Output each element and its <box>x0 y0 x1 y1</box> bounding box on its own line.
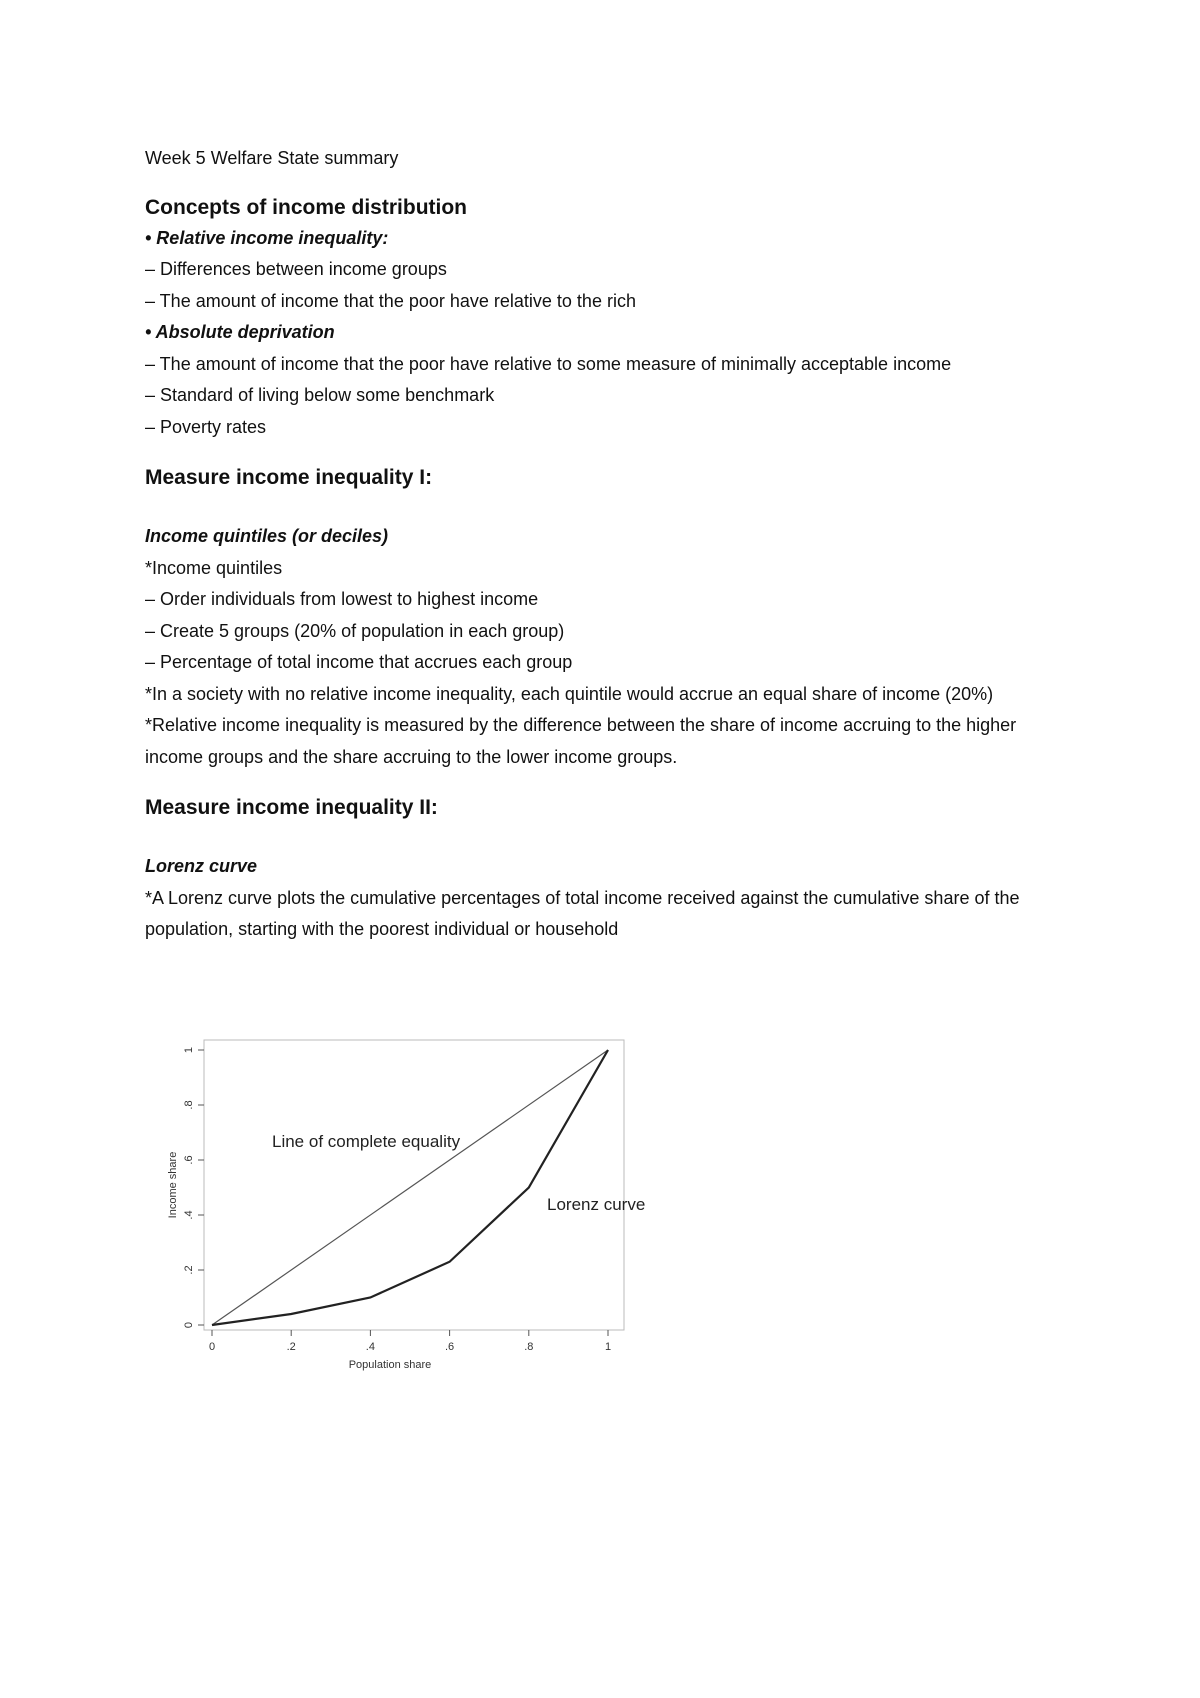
y-tick-label: .6 <box>183 1155 195 1165</box>
y-tick-label: .2 <box>183 1265 195 1275</box>
x-tick-label: .8 <box>524 1341 534 1353</box>
x-axis-label: Population share <box>348 1359 432 1371</box>
section-heading-concepts: Concepts of income distribution <box>145 195 468 219</box>
subheading-quintiles: Income quintiles (or deciles) <box>145 526 389 546</box>
section-heading-measure-2: Measure income inequality II: <box>145 796 438 819</box>
document-title: Week 5 Welfare State summary <box>145 148 399 168</box>
subheading-lorenz: Lorenz curve <box>145 856 258 876</box>
list-item: – Percentage of total income that accrues each group <box>145 652 573 672</box>
list-item: *Relative income inequality is measured by the difference between the share of income accruing to the higher income groups and the share accruing to the lower income groups. <box>145 715 1022 767</box>
x-tick-label: .6 <box>445 1341 455 1353</box>
lorenz-curve-label: Lorenz curve <box>547 1195 646 1214</box>
document-page <box>145 143 1075 946</box>
lorenz-paragraph: *A Lorenz curve plots the cumulative percentages of total income received against the cumulative share of the population, starting with the poorest individual or household <box>145 887 1025 939</box>
bullet-relative-inequality: • Relative income inequality: <box>145 227 389 248</box>
x-tick-label: .2 <box>286 1341 296 1353</box>
list-item: *In a society with no relative income inequality, each quintile would accrue an equal share of income (20%) <box>145 683 994 704</box>
section-heading-measure-1: Measure income inequality I: <box>145 466 433 489</box>
y-tick-label: 1 <box>183 1046 195 1054</box>
y-tick-label: .4 <box>183 1210 195 1220</box>
list-item: – Order individuals from lowest to highest income <box>145 589 539 609</box>
list-item: – The amount of income that the poor have relative to some measure of minimally acceptable income <box>145 353 952 374</box>
y-axis-label: Income share <box>167 1151 179 1219</box>
list-item: – Poverty rates <box>145 416 267 437</box>
y-tick-label: .8 <box>183 1100 195 1110</box>
list-item: *Income quintiles <box>145 557 283 578</box>
x-tick-label: 0 <box>208 1341 216 1353</box>
y-tick-label: 0 <box>183 1321 195 1329</box>
list-item: – Standard of living below some benchmark <box>145 385 495 405</box>
x-tick-label: 1 <box>604 1341 612 1353</box>
bullet-absolute-deprivation: • Absolute deprivation <box>145 322 335 342</box>
list-item: – The amount of income that the poor have relative to the rich <box>145 290 636 311</box>
equality-label: Line of complete equality <box>272 1132 461 1151</box>
lorenz-chart <box>160 1030 680 1380</box>
list-item: – Create 5 groups (20% of population in each group) <box>145 620 565 641</box>
list-item: – Differences between income groups <box>145 259 447 279</box>
equality-line <box>212 1050 608 1325</box>
x-tick-label: .4 <box>365 1341 375 1353</box>
